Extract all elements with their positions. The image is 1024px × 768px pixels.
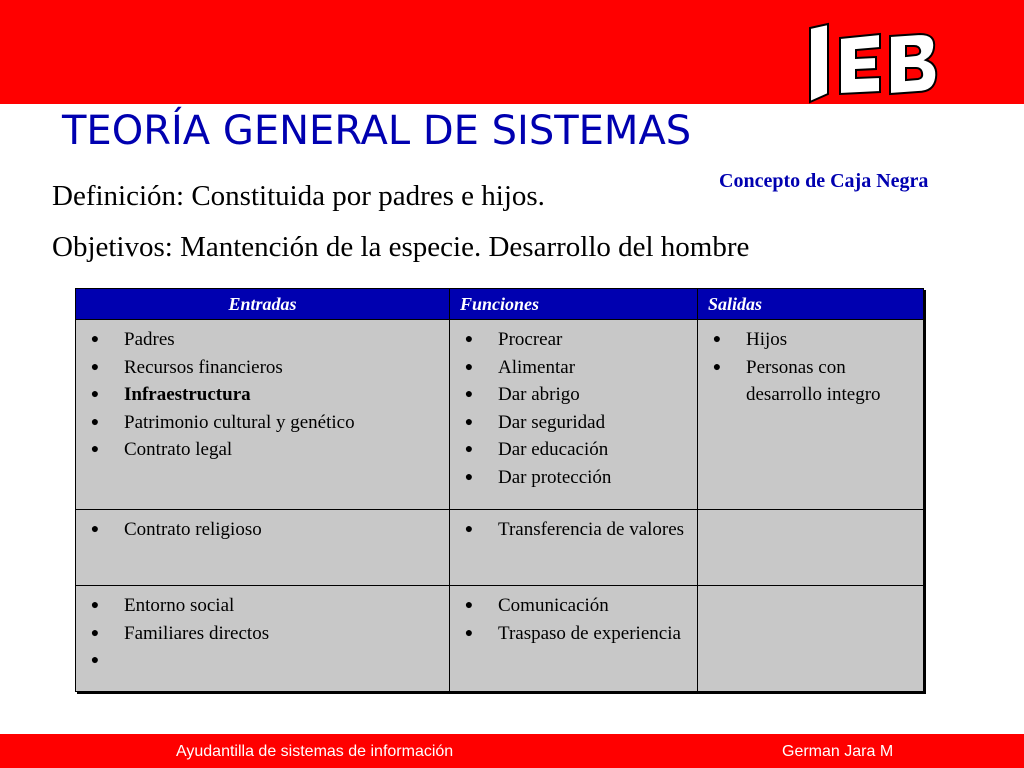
table-cell <box>450 586 698 692</box>
bullet-icon: ● <box>90 414 100 430</box>
table-header-row <box>76 289 924 320</box>
list-item-text: Infraestructura <box>124 384 251 405</box>
bullet-icon: ● <box>712 359 722 375</box>
list-item-text: Dar abrigo <box>498 384 580 405</box>
bullet-icon: ● <box>464 442 474 457</box>
list-item <box>450 354 697 382</box>
bullet-icon: ● <box>464 332 474 347</box>
list-item <box>76 409 449 437</box>
table-cell <box>698 320 924 510</box>
table-cell <box>450 320 698 510</box>
list-item <box>450 409 697 437</box>
footer-course: Ayudantilla de sistemas de información <box>176 743 454 760</box>
bullet-icon: ● <box>464 521 474 537</box>
bullet-list <box>450 516 697 544</box>
subtitle: Concepto de Caja Negra <box>719 170 929 192</box>
list-item-text: Dar protección <box>498 466 612 488</box>
bullet-icon: ● <box>464 387 474 402</box>
page-title: TEORÍA GENERAL DE SISTEMAS <box>62 108 692 154</box>
bullet-icon: ● <box>90 387 100 402</box>
bullet-list <box>450 326 697 491</box>
bullet-list <box>698 326 923 409</box>
list-item-text: Traspaso de experiencia <box>498 622 681 644</box>
list-item-text: Dar seguridad <box>498 411 606 433</box>
bullet-icon: ● <box>464 359 474 375</box>
bullet-icon: ● <box>464 414 474 430</box>
table-cell <box>76 509 450 585</box>
list-item-text: Familiares directos <box>124 622 270 644</box>
list-item <box>76 620 449 648</box>
list-item-text: Hijos <box>746 329 788 350</box>
header-entradas: Entradas <box>76 289 450 320</box>
bullet-icon: ● <box>464 625 474 641</box>
list-item <box>76 592 449 620</box>
list-item-text: Patrimonio cultural y genético <box>124 411 355 433</box>
list-item <box>76 381 449 409</box>
objectives-text: Objetivos: Mantención de la especie. Desarrollo del hombre <box>52 231 750 263</box>
list-item-text: Alimentar <box>498 356 576 378</box>
footer-bar <box>0 734 1024 768</box>
list-item-text: Contrato legal <box>124 439 233 460</box>
list-item-text: Dar educación <box>498 439 609 460</box>
bullet-icon: ● <box>90 442 100 457</box>
header-funciones: Funciones <box>450 289 698 320</box>
list-item <box>450 326 697 354</box>
list-item <box>698 354 923 409</box>
table-cell-empty <box>698 586 924 692</box>
list-item-text: Padres <box>124 329 175 350</box>
list-item-text: Recursos financieros <box>124 356 283 378</box>
bullet-icon: ● <box>90 598 100 613</box>
bullet-icon: ● <box>90 521 100 537</box>
footer-author: German Jara M <box>782 743 894 760</box>
bullet-list <box>76 516 449 544</box>
table-row <box>76 509 924 585</box>
list-item <box>76 326 449 354</box>
list-item-text: Contrato religioso <box>124 518 262 540</box>
header-salidas: Salidas <box>698 289 924 320</box>
list-item <box>76 354 449 382</box>
list-item <box>450 436 697 464</box>
list-item <box>450 381 697 409</box>
table-cell <box>76 320 450 510</box>
bullet-list <box>76 592 449 668</box>
black-box-table <box>75 288 924 692</box>
bullet-icon: ● <box>90 653 100 668</box>
list-item-text: Personas con desarrollo integro <box>746 356 881 405</box>
table-row <box>76 586 924 692</box>
list-item-text: Procrear <box>498 329 563 350</box>
table-row <box>76 320 924 510</box>
list-item <box>76 436 449 464</box>
list-item <box>450 516 697 544</box>
bullet-icon: ● <box>90 332 100 347</box>
bullet-list <box>450 592 697 647</box>
list-item <box>76 516 449 544</box>
list-item <box>698 326 923 354</box>
ieb-logo <box>806 22 942 106</box>
table-cell <box>450 509 698 585</box>
bullet-icon: ● <box>712 332 722 347</box>
bullet-icon: ● <box>464 598 474 613</box>
bullet-icon: ● <box>464 469 474 485</box>
list-item <box>450 464 697 492</box>
bullet-icon: ● <box>90 625 100 641</box>
table-cell <box>76 586 450 692</box>
list-item-text: Transferencia de valores <box>498 518 685 540</box>
bullet-list <box>76 326 449 464</box>
list-item-text: Comunicación <box>498 595 609 616</box>
definition-text: Definición: Constituida por padres e hijos. <box>52 180 545 212</box>
bullet-icon: ● <box>90 359 100 375</box>
table-cell-empty <box>698 509 924 585</box>
list-item <box>450 592 697 620</box>
list-item <box>450 620 697 648</box>
list-item-text: Entorno social <box>124 595 235 616</box>
